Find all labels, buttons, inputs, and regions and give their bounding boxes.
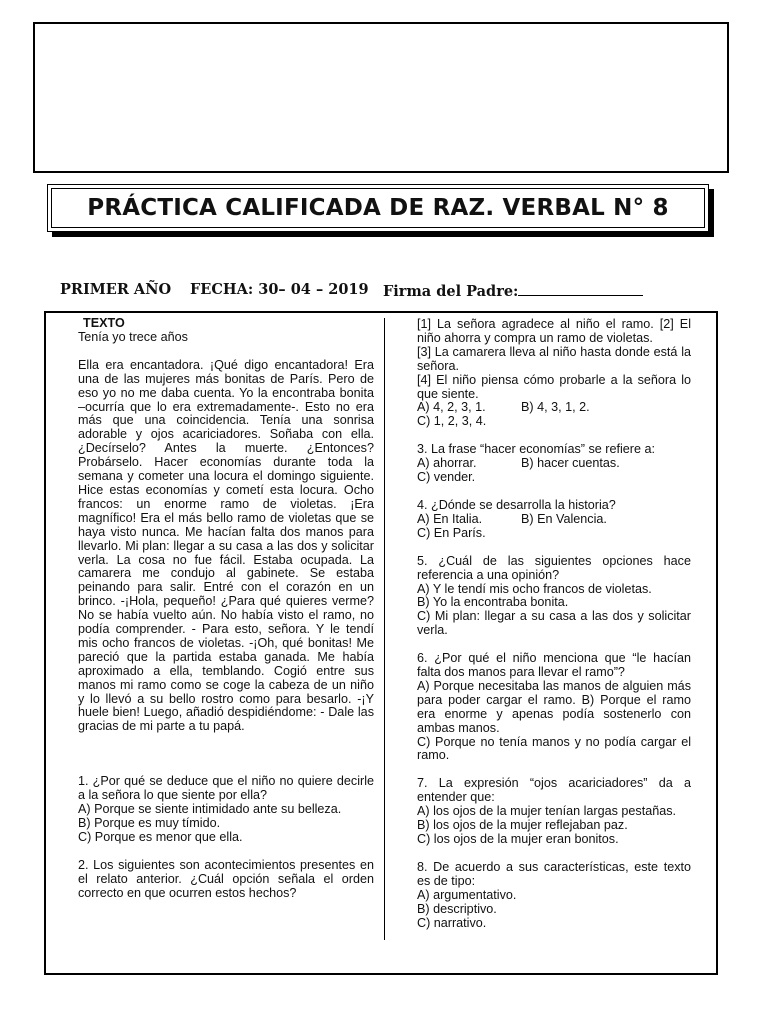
q1-option-c: C) Porque es menor que ella. — [78, 829, 243, 844]
q2-options-row — [417, 401, 691, 415]
meta-row — [0, 281, 768, 301]
title-inner-frame — [51, 188, 705, 228]
q5-option-c: C) Mi plan: llegar a su casa a las dos y solicitar verla. — [417, 609, 691, 638]
q3-option-c: C) vender. — [417, 470, 476, 485]
q3-options-row — [417, 457, 691, 471]
q2-option-c: C) 1, 2, 3, 4. — [417, 414, 487, 429]
page-title: PRÁCTICA CALIFICADA DE RAZ. VERBAL N° 8 — [87, 195, 669, 221]
q5-option-a: A) Y le tendí mis ocho francos de violetas. — [417, 581, 652, 596]
question-8: 8. De acuerdo a sus características, este texto es de tipo: — [417, 859, 691, 888]
right-column — [417, 318, 691, 930]
text-body: Ella era encantadora. ¡Qué digo encantadora! Era una de las mujeres más bonitas de París. Pero de eso yo no me daba cuenta. Yo la encontraba bonita –ocurría que lo era extremadamente-. Esto no era más que una coincidencia. Tenía una sonrisa adorable y ojos acariciadores. Soñaba con ella. ¿Decírselo? Antes la muerte. ¿Entonces? Probárselo. Hacer economías durante toda la semana y cometer una locura el domingo siguiente. Hice estas economías y cometí esta locura. Ocho francos: un enorme ramo de violetas. ¡Era magnífico! Era el más bello ramo de violetas que se haya visto nunca. Me hacían falta dos manos para llevarlo. Mi plan: llegar a su casa a las dos y solicitar verla. La cosa no fue fácil. Estaba ocupada. La camarera me condujo al gabinete. Se estaba peinando para salir. Entré con el corazón en un brinco. -¡Hola, pequeño! ¿Para qué quieres verme? No se había vuelto aún. No había visto el ramo, no podía comprender. - Para esto, señora. Y le tendí mis ocho francos de violetas. -¡Oh, qué bonitas! Me pareció que la partida estaba ganada. Me había aproximado a ella, temblando. Cogió entre sus manos mi ramo como se coge la cabeza de un niño y lo llevó a su bello rostro como para besarlo. -¡Y huele bien! Luego, añadió despidiéndome: - Dale las gracias de mi parte a tu papá. — [78, 357, 374, 734]
q4-option-b: B) En Valencia. — [521, 511, 607, 526]
text-label: TEXTO — [83, 316, 125, 330]
q6-option-a-b: A) Porque necesitaba las manos de alguien más para poder cargar el ramo. B) Porque el ramo era enorme y apenas podía sostenerlo con ambas manos. — [417, 678, 691, 735]
question-5: 5. ¿Cuál de las siguientes opciones hace referencia a una opinión? — [417, 553, 691, 582]
signature-line — [518, 281, 643, 296]
q4-option-c: C) En París. — [417, 525, 486, 540]
question-4: 4. ¿Dónde se desarrolla la historia? — [417, 497, 616, 512]
q2-event-1-2: [1] La señora agradece al niño el ramo. [2] El niño ahorra y compra un ramo de violetas. — [417, 317, 691, 345]
question-1: 1. ¿Por qué se deduce que el niño no quiere decirle a la señora lo que siente por ella? — [78, 774, 374, 803]
q3-option-b: B) hacer cuentas. — [521, 456, 620, 471]
q4-options-row — [417, 513, 691, 527]
question-7: 7. La expresión “ojos acariciadores” da a entender que: — [417, 776, 691, 805]
header-box — [33, 22, 729, 173]
q8-option-c: C) narrativo. — [417, 915, 487, 930]
text-subtitle: Tenía yo trece años — [78, 329, 188, 344]
question-6: 6. ¿Por qué el niño menciona que “le hacían falta dos manos para llevar el ramo”? — [417, 651, 691, 680]
q4-option-a: A) En Italia. — [417, 511, 483, 526]
q7-option-c: C) los ojos de la mujer eran bonitos. — [417, 832, 619, 846]
title-frame — [47, 184, 709, 232]
signature-label: Firma del Padre: — [383, 283, 519, 300]
q6-option-c: C) Porque no tenía manos y no podía cargar el ramo. — [417, 734, 691, 763]
question-2: 2. Los siguientes son acontecimientos presentes en el relato anterior. ¿Cuál opción señala el orden correcto en que ocurren estos hechos? — [78, 857, 374, 900]
q8-option-a: A) argumentativo. — [417, 887, 517, 902]
q7-option-a: A) los ojos de la mujer tenían largas pestañas. — [417, 804, 677, 819]
q2-option-a: A) 4, 2, 3, 1. — [417, 400, 486, 415]
date-label: FECHA: 30– 04 – 2019 — [190, 281, 369, 298]
grade-label: PRIMER AÑO — [60, 281, 172, 298]
q2-event-4: [4] El niño piensa cómo probarle a la señora lo que siente. — [417, 372, 691, 401]
q8-option-b: B) descriptivo. — [417, 901, 497, 916]
q2-event-3: [3] La camarera lleva al niño hasta donde está la señora. — [417, 344, 691, 373]
q7-option-b: B) los ojos de la mujer reflejaban paz. — [417, 818, 628, 833]
q2-option-b: B) 4, 3, 1, 2. — [521, 400, 590, 415]
q5-option-b: B) Yo la encontraba bonita. — [417, 595, 569, 610]
q3-option-a: A) ahorrar. — [417, 456, 477, 471]
signature-field — [383, 281, 643, 300]
left-column — [78, 317, 374, 901]
question-3: 3. La frase “hacer economías” se refiere a: — [417, 442, 655, 457]
q1-option-a: A) Porque se siente intimidado ante su belleza. — [78, 802, 342, 817]
q1-option-b: B) Porque es muy tímido. — [78, 816, 221, 830]
column-divider — [384, 318, 385, 940]
